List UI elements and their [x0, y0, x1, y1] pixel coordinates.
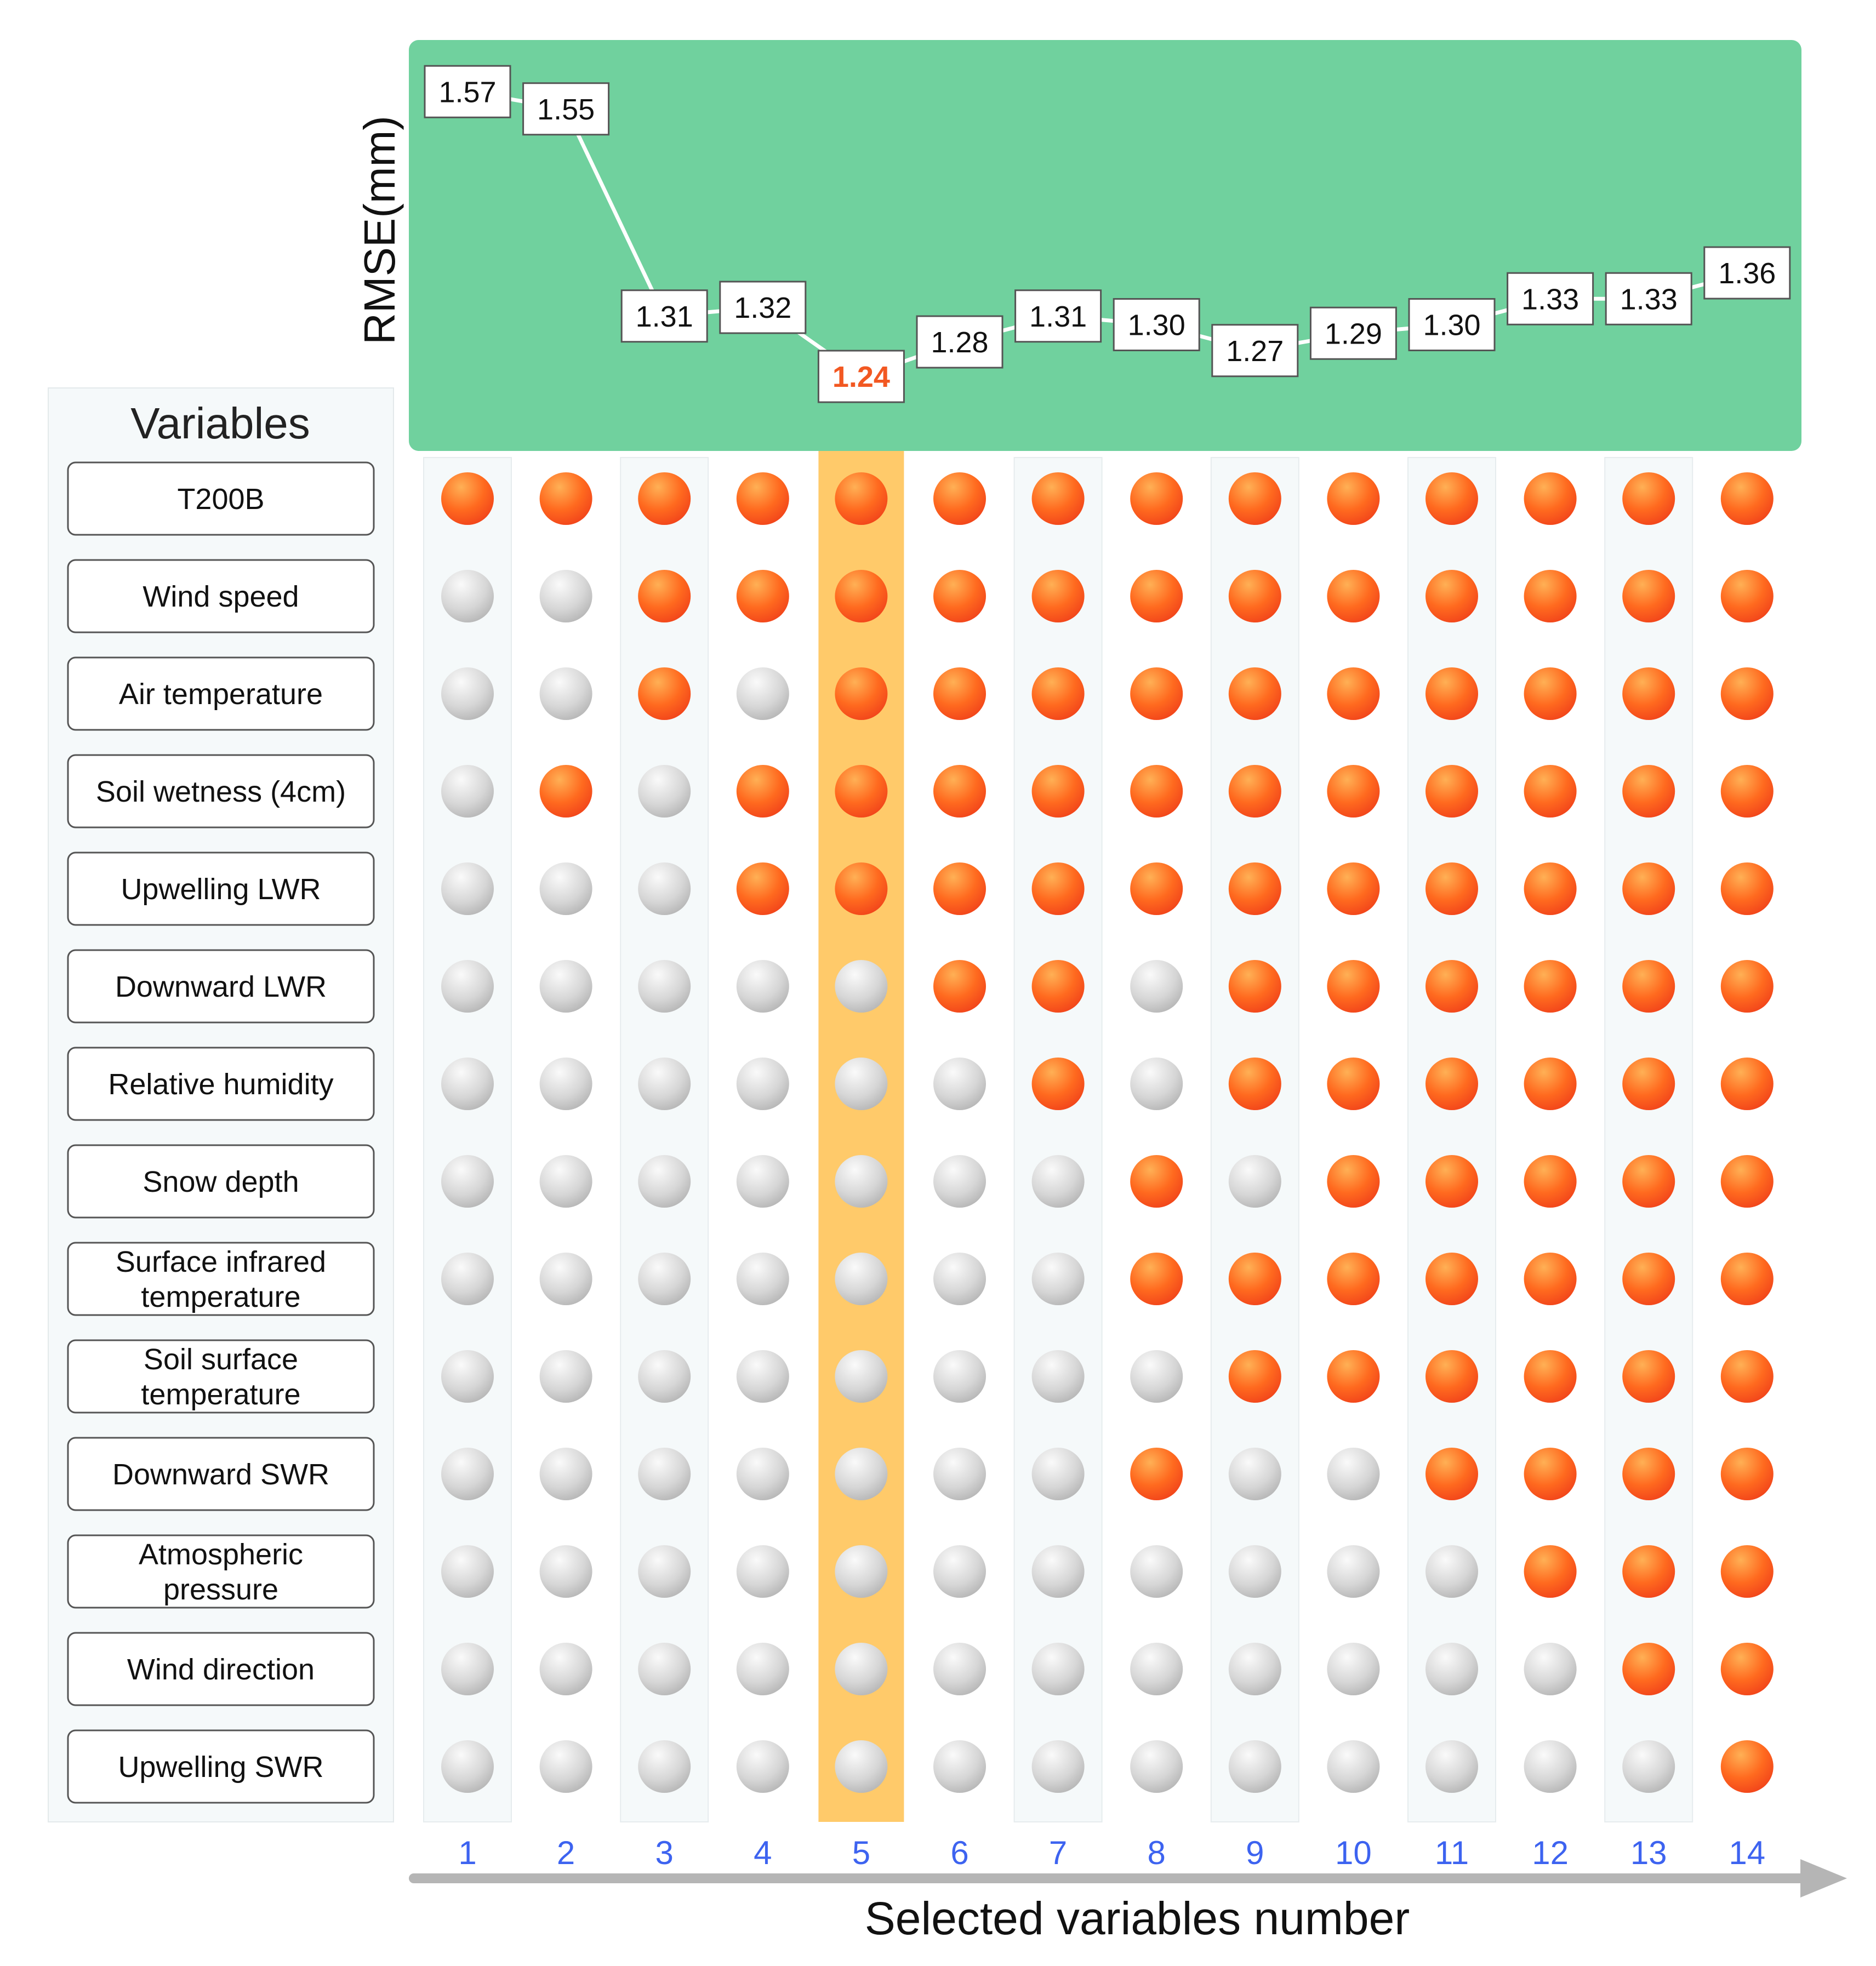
unselected-dot	[1032, 1740, 1085, 1793]
selected-dot	[638, 570, 691, 622]
rmse-point-label	[621, 290, 707, 342]
selected-dot	[1130, 667, 1183, 720]
selected-dot	[1721, 960, 1774, 1013]
rmse-value-label: 1.30	[1423, 308, 1481, 342]
unselected-dot	[441, 1350, 494, 1403]
unselected-dot	[835, 1253, 887, 1305]
selected-dot	[1130, 472, 1183, 525]
selected-dot	[737, 472, 789, 525]
variable-label: Relative humidity	[108, 1067, 334, 1101]
selected-dot	[933, 570, 986, 622]
selected-dot	[1032, 667, 1085, 720]
variables-panel	[48, 388, 394, 1822]
selected-dot	[441, 472, 494, 525]
unselected-dot	[1425, 1643, 1478, 1695]
rmse-value-label: 1.31	[635, 300, 693, 333]
x-tick-label: 14	[1729, 1834, 1766, 1871]
variable-label: Downward SWR	[112, 1458, 330, 1491]
selected-dot	[1425, 667, 1478, 720]
unselected-dot	[1524, 1643, 1577, 1695]
rmse-value-label: 1.30	[1127, 308, 1185, 342]
unselected-dot	[540, 1545, 592, 1598]
unselected-dot	[1229, 1545, 1281, 1598]
unselected-dot	[737, 1350, 789, 1403]
selected-dot	[1524, 1448, 1577, 1500]
x-tick-label: 12	[1532, 1834, 1569, 1871]
selected-dot	[933, 960, 986, 1013]
rmse-point-label	[1212, 325, 1298, 376]
rmse-point-label	[1016, 290, 1101, 342]
selected-dot	[1425, 570, 1478, 622]
rmse-point-label	[1508, 273, 1593, 324]
selected-dot	[1524, 472, 1577, 525]
variable-label-box	[68, 1633, 374, 1705]
selected-dot	[835, 765, 887, 818]
unselected-dot	[1032, 1545, 1085, 1598]
best-column-highlight	[818, 451, 904, 1822]
rmse-value-label: 1.28	[931, 326, 989, 359]
column-band	[620, 458, 708, 1822]
selected-dot	[1622, 1643, 1675, 1695]
x-tick-label: 13	[1630, 1834, 1667, 1871]
selected-dot	[1229, 1058, 1281, 1110]
unselected-dot	[835, 960, 887, 1013]
x-tick-label: 2	[556, 1834, 575, 1871]
selected-dot	[835, 862, 887, 915]
unselected-dot	[1229, 1643, 1281, 1695]
unselected-dot	[737, 960, 789, 1013]
selected-dot	[1721, 667, 1774, 720]
unselected-dot	[737, 1155, 789, 1208]
unselected-dot	[441, 960, 494, 1013]
unselected-dot	[1130, 960, 1183, 1013]
rmse-point-label	[917, 316, 1002, 368]
selected-dot	[1524, 1545, 1577, 1598]
selected-dot	[1032, 570, 1085, 622]
selected-dot	[1425, 765, 1478, 818]
unselected-dot	[737, 1643, 789, 1695]
unselected-dot	[1327, 1643, 1379, 1695]
rmse-value-label: 1.33	[1521, 283, 1580, 316]
variable-label-box	[68, 1048, 374, 1120]
selected-dot	[1524, 1058, 1577, 1110]
variable-label: Wind direction	[127, 1653, 315, 1686]
rmse-point-label	[720, 282, 806, 333]
unselected-dot	[1032, 1350, 1085, 1403]
variable-label: Wind speed	[142, 580, 299, 613]
selected-dot	[1721, 1253, 1774, 1305]
variable-label: pressure	[163, 1573, 279, 1606]
unselected-dot	[835, 1350, 887, 1403]
selected-dot	[1721, 1643, 1774, 1695]
unselected-dot	[1032, 1448, 1085, 1500]
variable-label-box	[68, 658, 374, 730]
column-band	[1211, 458, 1299, 1822]
x-tick-label: 5	[852, 1834, 871, 1871]
x-tick-label: 3	[655, 1834, 674, 1871]
selected-dot	[933, 667, 986, 720]
unselected-dot	[638, 1643, 691, 1695]
selected-dot	[1425, 1058, 1478, 1110]
variable-label: Surface infrared	[115, 1245, 327, 1278]
selected-dot	[1721, 862, 1774, 915]
unselected-dot	[638, 862, 691, 915]
unselected-dot	[441, 1545, 494, 1598]
unselected-dot	[1229, 1740, 1281, 1793]
selected-dot	[1622, 1058, 1675, 1110]
selected-dot	[1229, 1350, 1281, 1403]
selected-dot	[1721, 1350, 1774, 1403]
selected-dot	[1229, 765, 1281, 818]
unselected-dot	[1327, 1545, 1379, 1598]
selected-dot	[933, 765, 986, 818]
selected-dot	[1327, 1350, 1379, 1403]
unselected-dot	[441, 862, 494, 915]
unselected-dot	[1130, 1643, 1183, 1695]
variable-label-box	[68, 462, 374, 535]
selected-dot	[540, 765, 592, 818]
unselected-dot	[441, 1155, 494, 1208]
selected-dot	[737, 765, 789, 818]
unselected-dot	[933, 1643, 986, 1695]
selected-dot	[1524, 667, 1577, 720]
selected-dot	[737, 570, 789, 622]
unselected-dot	[1229, 1155, 1281, 1208]
variable-label: Soil wetness (4cm)	[95, 775, 346, 808]
rmse-point-label	[523, 83, 609, 135]
variable-label: Atmospheric	[138, 1538, 304, 1571]
unselected-dot	[638, 1448, 691, 1500]
unselected-dot	[638, 1253, 691, 1305]
selected-dot	[1229, 1253, 1281, 1305]
unselected-dot	[835, 1448, 887, 1500]
rmse-value-label: 1.27	[1226, 334, 1284, 368]
unselected-dot	[835, 1643, 887, 1695]
selected-dot	[1327, 862, 1379, 915]
unselected-dot	[1524, 1740, 1577, 1793]
rmse-point-label	[425, 66, 510, 117]
unselected-dot	[638, 1740, 691, 1793]
selected-dot	[1130, 570, 1183, 622]
rmse-value-label: 1.57	[438, 76, 497, 109]
selected-dot	[1130, 862, 1183, 915]
unselected-dot	[1130, 1058, 1183, 1110]
x-tick-label: 4	[754, 1834, 772, 1871]
selected-dot	[1622, 472, 1675, 525]
x-tick-label: 8	[1147, 1834, 1166, 1871]
unselected-dot	[540, 1058, 592, 1110]
x-tick-label: 10	[1335, 1834, 1372, 1871]
unselected-dot	[540, 1740, 592, 1793]
variable-label: T200B	[177, 482, 265, 516]
rmse-point-label	[818, 351, 904, 402]
selected-dot	[1130, 1253, 1183, 1305]
unselected-dot	[441, 1058, 494, 1110]
selected-dot	[1721, 1155, 1774, 1208]
unselected-dot	[441, 667, 494, 720]
selected-dot	[1622, 1448, 1675, 1500]
variable-label: Soil surface	[143, 1342, 299, 1376]
rmse-value-label: 1.31	[1029, 300, 1087, 333]
unselected-dot	[441, 1643, 494, 1695]
selected-dot	[1622, 1155, 1675, 1208]
unselected-dot	[933, 1350, 986, 1403]
selected-dot	[1032, 472, 1085, 525]
selected-dot	[638, 667, 691, 720]
variables-title: Variables	[130, 399, 310, 448]
variable-label-box	[68, 560, 374, 632]
unselected-dot	[540, 667, 592, 720]
variable-label: Air temperature	[118, 677, 323, 711]
unselected-dot	[737, 1253, 789, 1305]
unselected-dot	[441, 1253, 494, 1305]
selected-dot	[1524, 765, 1577, 818]
column-band	[1605, 458, 1692, 1822]
unselected-dot	[737, 1058, 789, 1110]
rmse-value-label: 1.32	[734, 292, 792, 324]
unselected-dot	[1032, 1155, 1085, 1208]
unselected-dot	[737, 1448, 789, 1500]
column-band	[1014, 458, 1102, 1822]
unselected-dot	[540, 1350, 592, 1403]
variable-label-box	[68, 1340, 374, 1413]
variable-label: Downward LWR	[115, 970, 327, 1003]
unselected-dot	[441, 570, 494, 622]
selected-dot	[1327, 960, 1379, 1013]
unselected-dot	[1327, 1448, 1379, 1500]
unselected-dot	[638, 1155, 691, 1208]
unselected-dot	[1425, 1545, 1478, 1598]
selected-dot	[737, 862, 789, 915]
unselected-dot	[540, 570, 592, 622]
unselected-dot	[638, 1350, 691, 1403]
unselected-dot	[1130, 1545, 1183, 1598]
unselected-dot	[737, 1740, 789, 1793]
selected-dot	[1425, 862, 1478, 915]
selected-dot	[1229, 960, 1281, 1013]
rmse-value-label: 1.24	[832, 361, 890, 393]
unselected-dot	[835, 1545, 887, 1598]
x-tick-label: 9	[1246, 1834, 1264, 1871]
selected-dot	[1327, 472, 1379, 525]
selected-dot	[1425, 1253, 1478, 1305]
unselected-dot	[540, 1448, 592, 1500]
selected-dot	[1032, 960, 1085, 1013]
unselected-dot	[933, 1545, 986, 1598]
unselected-dot	[441, 765, 494, 818]
unselected-dot	[737, 1545, 789, 1598]
selected-dot	[1032, 1058, 1085, 1110]
x-tick-label: 11	[1434, 1834, 1469, 1871]
unselected-dot	[835, 1740, 887, 1793]
selected-dot	[1524, 862, 1577, 915]
rmse-point-label	[1704, 247, 1790, 299]
unselected-dot	[638, 765, 691, 818]
unselected-dot	[638, 1058, 691, 1110]
selected-dot	[1622, 862, 1675, 915]
selected-dot	[1524, 570, 1577, 622]
selected-dot	[1130, 1448, 1183, 1500]
y-axis-label: RMSE(mm)	[355, 116, 404, 345]
selected-dot	[1130, 1155, 1183, 1208]
rmse-value-label: 1.33	[1620, 283, 1678, 316]
x-tick-label: 1	[458, 1834, 477, 1871]
selected-dot	[1327, 1253, 1379, 1305]
unselected-dot	[540, 960, 592, 1013]
variable-label-box	[68, 853, 374, 925]
selected-dot	[1524, 1155, 1577, 1208]
selected-dot	[1721, 570, 1774, 622]
unselected-dot	[933, 1058, 986, 1110]
selected-dot	[835, 472, 887, 525]
background-layer	[424, 451, 1692, 1822]
unselected-dot	[835, 1058, 887, 1110]
rmse-value-label: 1.55	[537, 93, 595, 126]
selected-dot	[1524, 1350, 1577, 1403]
unselected-dot	[1229, 1448, 1281, 1500]
variable-label: temperature	[141, 1378, 301, 1411]
rmse-point-label	[1310, 307, 1396, 359]
rmse-point-label	[1409, 299, 1495, 351]
variable-label-box	[68, 1145, 374, 1218]
x-axis-label: Selected variables number	[864, 1893, 1410, 1944]
selected-dot	[1425, 1155, 1478, 1208]
selected-dot	[1524, 1253, 1577, 1305]
selected-dot	[1425, 1350, 1478, 1403]
unselected-dot	[1327, 1740, 1379, 1793]
x-axis	[414, 1834, 1847, 1944]
rmse-panel-background	[409, 40, 1801, 451]
selected-dot	[1425, 1448, 1478, 1500]
selected-dot	[835, 570, 887, 622]
selected-dot	[1721, 1058, 1774, 1110]
selected-dot	[1622, 570, 1675, 622]
variable-label-box	[68, 755, 374, 827]
selected-dot	[1032, 765, 1085, 818]
selected-dot	[1622, 765, 1675, 818]
selected-dot	[1327, 765, 1379, 818]
unselected-dot	[933, 1253, 986, 1305]
variable-label: Upwelling SWR	[118, 1750, 324, 1784]
unselected-dot	[1130, 1350, 1183, 1403]
unselected-dot	[441, 1448, 494, 1500]
variable-label: Upwelling LWR	[121, 872, 321, 906]
x-tick-label: 7	[1048, 1834, 1068, 1871]
rmse-value-label: 1.29	[1324, 317, 1382, 351]
selected-dot	[1327, 667, 1379, 720]
unselected-dot	[441, 1740, 494, 1793]
selected-dot	[1721, 472, 1774, 525]
selected-dot	[1327, 570, 1379, 622]
unselected-dot	[638, 1545, 691, 1598]
unselected-dot	[933, 1155, 986, 1208]
unselected-dot	[835, 1155, 887, 1208]
unselected-dot	[540, 1155, 592, 1208]
selected-dot	[1327, 1155, 1379, 1208]
selected-dot	[933, 472, 986, 525]
column-band	[1408, 458, 1496, 1822]
selected-dot	[638, 472, 691, 525]
unselected-dot	[1425, 1740, 1478, 1793]
variable-label: Snow depth	[142, 1165, 299, 1198]
unselected-dot	[540, 862, 592, 915]
x-tick-label: 6	[950, 1834, 969, 1871]
unselected-dot	[638, 960, 691, 1013]
unselected-dot	[933, 1448, 986, 1500]
selected-dot	[1229, 862, 1281, 915]
selected-dot	[835, 667, 887, 720]
unselected-dot	[1032, 1253, 1085, 1305]
selected-dot	[1622, 1350, 1675, 1403]
unselected-dot	[1130, 1740, 1183, 1793]
selected-dot	[1622, 960, 1675, 1013]
selected-dot	[1032, 862, 1085, 915]
variable-label-box	[68, 1438, 374, 1510]
selected-dot	[1229, 472, 1281, 525]
selected-dot	[1229, 570, 1281, 622]
selected-dot	[1721, 765, 1774, 818]
selected-dot	[1229, 667, 1281, 720]
selected-dot	[1622, 1545, 1675, 1598]
selected-dot	[1327, 1058, 1379, 1110]
rmse-value-label: 1.36	[1718, 257, 1776, 290]
unselected-dot	[1622, 1740, 1675, 1793]
selected-dot	[1721, 1740, 1774, 1793]
unselected-dot	[540, 1253, 592, 1305]
variable-label: temperature	[141, 1280, 301, 1313]
variable-label-box	[68, 1730, 374, 1803]
x-axis-arrow-head	[1800, 1859, 1847, 1898]
selected-dot	[1130, 765, 1183, 818]
selected-dot	[1425, 472, 1478, 525]
selected-dot	[1622, 667, 1675, 720]
selected-dot	[1524, 960, 1577, 1013]
column-band	[424, 458, 511, 1822]
unselected-dot	[933, 1740, 986, 1793]
variable-label-box	[68, 1243, 374, 1315]
rmse-point-label	[1114, 299, 1199, 351]
unselected-dot	[1032, 1643, 1085, 1695]
variable-label-box	[68, 1535, 374, 1608]
variable-label-box	[68, 950, 374, 1022]
selected-dot	[933, 862, 986, 915]
selected-dot	[1721, 1545, 1774, 1598]
unselected-dot	[540, 1643, 592, 1695]
unselected-dot	[737, 667, 789, 720]
selected-dot	[1425, 960, 1478, 1013]
selected-dot	[540, 472, 592, 525]
selected-dot	[1622, 1253, 1675, 1305]
rmse-point-label	[1606, 273, 1691, 324]
selected-dot	[1721, 1448, 1774, 1500]
